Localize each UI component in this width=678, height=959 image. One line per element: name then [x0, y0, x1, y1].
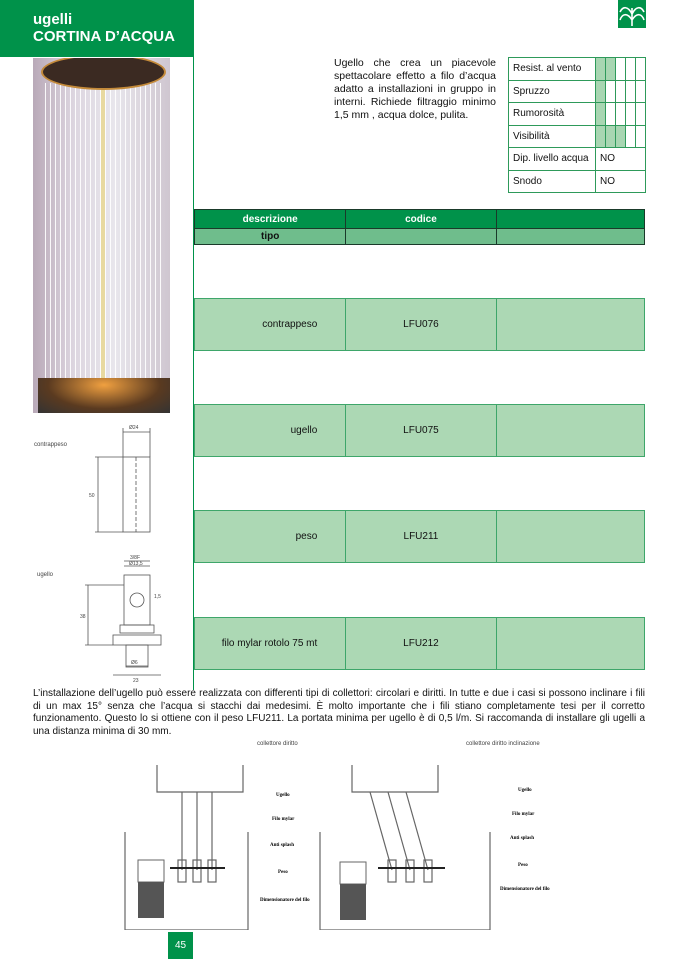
- category-label: ugelli: [33, 11, 73, 28]
- property-label: Snodo: [509, 170, 596, 193]
- rating-row: [509, 125, 646, 148]
- label-peso: Peso: [518, 863, 528, 868]
- rating-cell: [606, 103, 616, 126]
- property-row: [509, 148, 646, 171]
- rating-cell: [626, 125, 636, 148]
- label-peso: Peso: [278, 870, 288, 875]
- rating-cell: [626, 103, 636, 126]
- property-value: NO: [596, 148, 646, 171]
- dim-d24: Ø24: [129, 425, 139, 431]
- tipo-cell: contrappeso: [262, 319, 318, 330]
- tipo-cell: ugello: [290, 425, 318, 436]
- dim-w2: Ø6: [131, 660, 138, 666]
- dim-h: 50: [89, 493, 95, 499]
- rating-row: [509, 80, 646, 103]
- property-label: Dip. livello acqua: [509, 148, 596, 171]
- installation-diagram: [120, 750, 560, 930]
- rating-cell: [616, 58, 626, 81]
- label-dimensionatore: Dimensionatore del filo: [500, 887, 550, 892]
- col-empty: [496, 210, 646, 228]
- fountain-logo-icon: [618, 0, 646, 28]
- rating-label: Visibilità: [509, 125, 596, 148]
- rating-label: Resist. al vento: [509, 58, 596, 81]
- ugello-drawing-label: ugello: [37, 572, 54, 578]
- dim-h2: 38: [80, 614, 86, 620]
- rating-cell: [606, 125, 616, 148]
- label-ugello: Ugello: [276, 793, 290, 798]
- rating-cell: [626, 58, 636, 81]
- codice-cell: LFU212: [345, 618, 495, 669]
- rating-cell: [606, 80, 616, 103]
- label-dimensionatore: Dimensionatore del filo: [260, 898, 310, 903]
- label-filo-mylar: Filo mylar: [512, 812, 535, 817]
- rating-cell: [616, 80, 626, 103]
- section-header: [0, 0, 193, 57]
- table-row: [194, 510, 645, 563]
- col-codice: codice: [345, 210, 495, 228]
- rating-cell: [596, 125, 606, 148]
- rating-cell: [596, 58, 606, 81]
- rating-cell: [626, 80, 636, 103]
- codice-cell: LFU211: [345, 511, 495, 562]
- rating-label: Spruzzo: [509, 80, 596, 103]
- rating-cell: [636, 58, 646, 81]
- table-row: [194, 404, 645, 457]
- codice-cell: LFU075: [345, 405, 495, 456]
- rating-row: [509, 58, 646, 81]
- technical-drawing: [80, 420, 190, 682]
- page-number: 45: [168, 932, 193, 959]
- rating-row: [509, 103, 646, 126]
- dim-thread: 3/8F: [130, 555, 141, 561]
- rating-cell: [606, 58, 616, 81]
- rating-cell: [596, 103, 606, 126]
- page-title: CORTINA D’ACQUA: [33, 28, 175, 45]
- label-ugello: Ugello: [518, 788, 532, 793]
- table-header: [194, 209, 645, 229]
- diagram-right-title: collettore diritto inclinazione: [466, 741, 540, 747]
- label-anti-splash: Anti splash: [270, 843, 295, 848]
- dim-15: 1,5: [154, 594, 161, 600]
- tipo-cell: filo mylar rotolo 75 mt: [221, 638, 318, 649]
- table-row: [194, 298, 645, 351]
- diagram-left-title: collettore diritto: [257, 741, 298, 747]
- dim-d13: Ø13,5: [129, 561, 143, 567]
- col-tipo: tipo: [260, 231, 280, 242]
- rating-cell: [636, 80, 646, 103]
- col-descrizione: descrizione: [242, 213, 298, 225]
- product-description: Ugello che crea un piacevole spettacolare effetto a filo d’acqua adatto a installazioni in gruppo in interni. Richiede filtraggio minimo 1,5 mm , acqua dolce, pulita.: [334, 57, 496, 121]
- installation-notes: L’installazione dell’ugello può essere realizzata con differenti tipi di collettori: circolari e diritti. In tutte e due i casi si possono inclinare i fili di un max 15° senza che l’acqua si stacchi dai medesimi. È molto importante che i fili stiano completamente tesi per il corretto funzionamento. Questo lo si ottiene con il peso LFU211. La portata minima per ugello è di 0,5 l/m. Si raccomanda di installare gli ugelli a una distanza minima di 30 mm.: [33, 688, 645, 737]
- rating-label: Rumorosità: [509, 103, 596, 126]
- table-row: [194, 617, 645, 670]
- rating-cell: [636, 125, 646, 148]
- rating-table: [508, 57, 646, 193]
- rating-cell: [616, 103, 626, 126]
- tipo-cell: peso: [295, 531, 318, 542]
- dim-w: 23: [133, 678, 139, 682]
- label-filo-mylar: Filo mylar: [272, 817, 295, 822]
- property-value: NO: [596, 170, 646, 193]
- rating-cell: [596, 80, 606, 103]
- rating-cell: [616, 125, 626, 148]
- label-anti-splash: Anti splash: [510, 836, 535, 841]
- rating-cell: [636, 103, 646, 126]
- codice-cell: LFU076: [345, 299, 495, 350]
- product-photo: [33, 58, 170, 413]
- property-row: [509, 170, 646, 193]
- contrappeso-drawing-label: contrappeso: [34, 442, 68, 448]
- table-subheader: [194, 229, 645, 245]
